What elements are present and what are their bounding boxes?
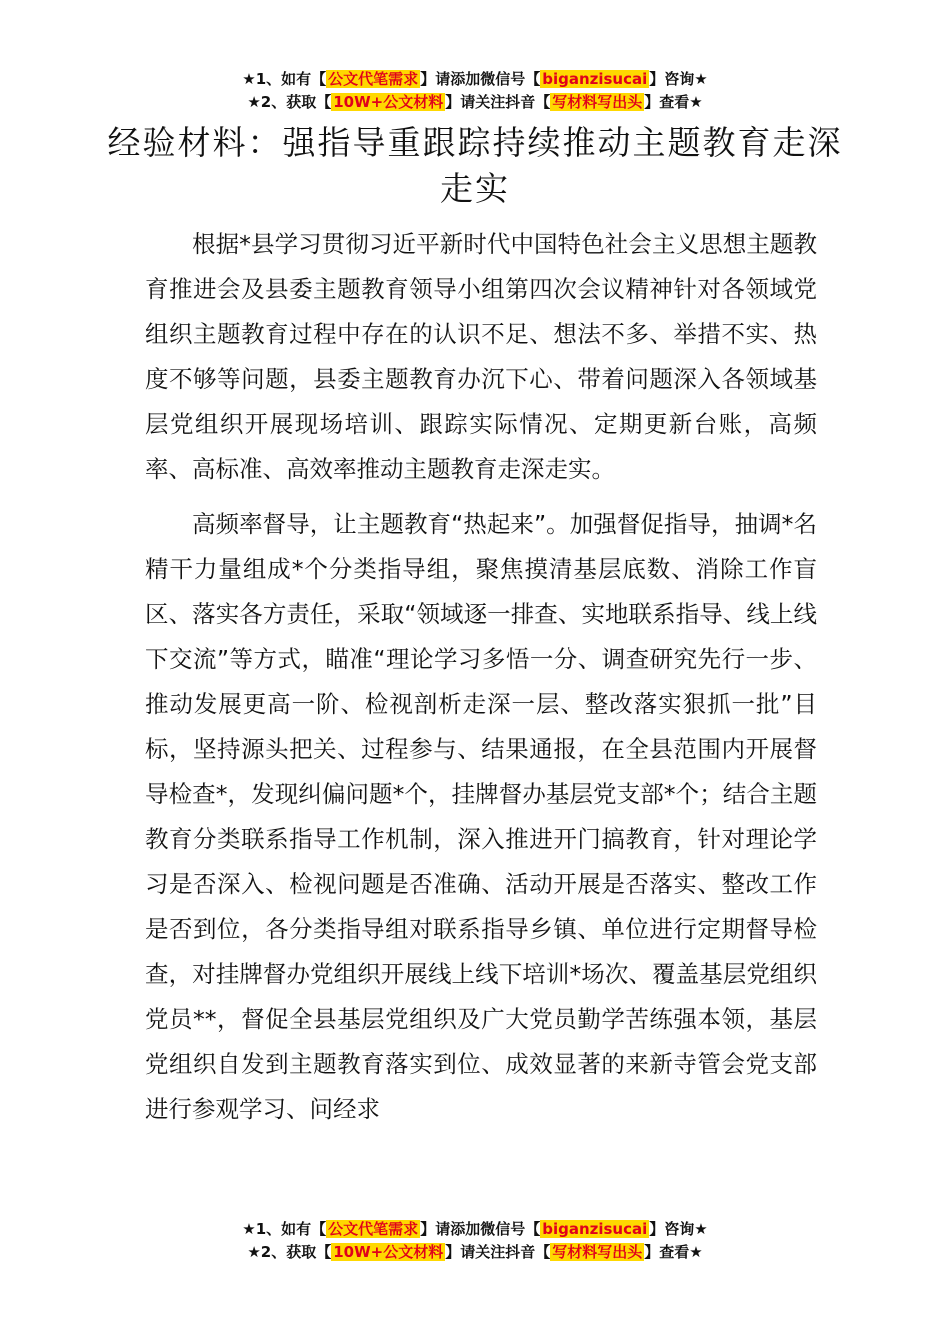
promo-line-2-suffix: 】查看★ [644,93,703,111]
document-title: 经验材料：强指导重跟踪持续推动主题教育走深走实 [107,123,843,208]
promo-line-2-suffix-bottom: 】查看★ [644,1243,703,1261]
promo-line-1-suffix: 】咨询★ [649,70,708,88]
promo-line-2-middle: 】请关注抖音【 [445,93,551,111]
promo-line-2-bottom [0,1241,950,1264]
promo-banner-bottom [0,1218,950,1264]
promo-highlight-writing-service-bottom: 公文代笔需求 [328,1220,419,1238]
promo-line-1-suffix-bottom: 】咨询★ [649,1220,708,1238]
promo-line-2-prefix: ★2、获取【 [247,93,332,111]
promo-banner-top [0,68,950,114]
promo-highlight-wechat-id: biganzisucai [542,70,648,88]
document-body [145,222,817,1132]
promo-highlight-douyin-account: 写材料写出头 [552,93,643,111]
promo-highlight-writing-service: 公文代笔需求 [328,70,419,88]
body-paragraph-2: 高频率督导，让主题教育“热起来”。加强督促指导，抽调*名精干力量组成*个分类指导组，聚焦摸清基层底数、消除工作盲区、落实各方责任，采取“领域逐一排查、实地联系指导、线上线下交流”等方式，瞄准“理论学习多悟一分、调查研究先行一步、推动发展更高一阶、检视剖析走深一层、整改落实狠抓一批”目标，坚持源头把关、过程参与、结果通报，在全县范围内开展督导检查*，发现纠偏问题*个，挂牌督办基层党支部*个；结合主题教育分类联系指导工作机制，深入推进开门搞教育，针对理论学习是否深入、检视问题是否准确、活动开展是否落实、整改工作是否到位，各分类指导组对联系指导乡镇、单位进行定期督导检查，对挂牌督办党组织开展线上线下培训*场次、覆盖基层党组织党员**，督促全县基层党组织及广大党员勤学苦练强本领，基层党组织自发到主题教育落实到位、成效显著的来新寺管会党支部进行参观学习、问经求 [145,510,817,1123]
promo-line-1-bottom [0,1218,950,1241]
promo-line-1-prefix-bottom: ★1、如有【 [242,1220,327,1238]
promo-highlight-wechat-id-bottom: biganzisucai [542,1220,648,1238]
promo-line-1-prefix: ★1、如有【 [242,70,327,88]
promo-line-2-prefix-bottom: ★2、获取【 [247,1243,332,1261]
promo-line-2-middle-bottom: 】请关注抖音【 [445,1243,551,1261]
promo-highlight-materials-bottom: 10W+公文材料 [333,1243,444,1261]
promo-highlight-douyin-account-bottom: 写材料写出头 [552,1243,643,1261]
promo-highlight-materials: 10W+公文材料 [333,93,444,111]
body-paragraph-1: 根据*县学习贯彻习近平新时代中国特色社会主义思想主题教育推进会及县委主题教育领导小组第四次会议精神针对各领域党组织主题教育过程中存在的认识不足、想法不多、举措不实、热度不够等问题，县委主题教育办沉下心、带着问题深入各领域基层党组织开展现场培训、跟踪实际情况、定期更新台账，高频率、高标准、高效率推动主题教育走深走实。 [145,230,817,483]
promo-line-1 [0,68,950,91]
promo-line-2 [0,91,950,114]
promo-line-1-middle-bottom: 】请添加微信号【 [420,1220,541,1238]
promo-line-1-middle: 】请添加微信号【 [420,70,541,88]
